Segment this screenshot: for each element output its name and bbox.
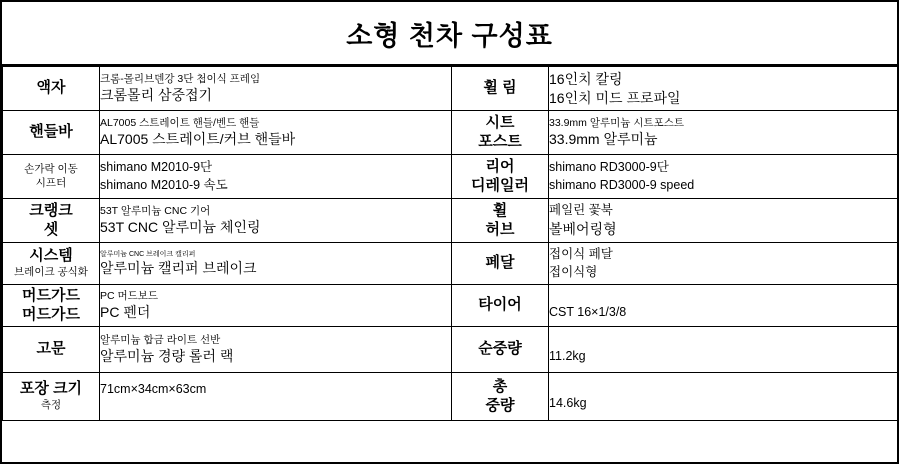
document-title-bar: [2, 2, 897, 66]
row-label-right: [452, 199, 549, 243]
row-label-sub-line: 브레이크 공식화: [14, 266, 88, 279]
row-label-right: [452, 111, 549, 155]
table-row: [3, 155, 899, 199]
row-label-line: 액자: [36, 79, 66, 97]
row-label-left: [3, 155, 100, 199]
row-label-line: 포스트: [478, 132, 522, 150]
row-value-left: [100, 155, 452, 199]
row-label-line: 고문: [36, 340, 66, 358]
spec-value-line: [549, 334, 899, 348]
spec-value-line: 알루미늄 CNC 브레이크 캘리퍼: [100, 250, 196, 258]
row-value-left: [100, 243, 452, 285]
row-label-line: 머드가드: [22, 286, 80, 304]
specification-table-body: [3, 67, 899, 421]
row-value-right: [549, 327, 899, 373]
spec-value-line: 33.9mm 알루미늄: [549, 131, 658, 148]
row-label-line: 타이어: [478, 296, 522, 314]
spec-value-line: AL7005 스트레이트/커브 핸들바: [100, 131, 296, 148]
row-label-line: 디레일러: [471, 176, 529, 194]
page-title: 소형 천차 구성표: [346, 20, 553, 51]
row-label-sub-line: 시프터: [35, 176, 67, 189]
row-label-right: [452, 67, 549, 111]
row-label-left: [3, 285, 100, 327]
spec-value-line: [100, 398, 451, 412]
row-label-right: [452, 243, 549, 285]
spec-value-line: shimano M2010-9단: [100, 160, 213, 174]
row-value-right: [549, 243, 899, 285]
spec-value-line: 접이식형: [549, 264, 598, 279]
row-label-line: 순중량: [478, 340, 522, 358]
spec-value-line: AL7005 스트레이트 핸들/벤드 핸들: [100, 116, 260, 129]
spec-value-line: shimano M2010-9 속도: [100, 177, 228, 192]
spec-value-line: 크롬-몰리브덴강 3단 첩이식 프레임: [100, 72, 261, 85]
row-label-right: [452, 373, 549, 421]
spec-value-line: 16인치 미드 프로파일: [549, 89, 681, 106]
row-value-left: [100, 111, 452, 155]
spec-value-line: 접이식 페달: [549, 247, 613, 261]
row-label-left: [3, 67, 100, 111]
row-value-left: [100, 373, 452, 421]
spec-value-line: 53T 알루미늄 CNC 기어: [100, 204, 211, 217]
table-row: [3, 327, 899, 373]
row-label-line: 시트: [485, 113, 515, 131]
row-value-left: [100, 285, 452, 327]
spec-value-line: 11.2kg: [549, 348, 586, 363]
row-label-line: 핸들바: [29, 123, 73, 141]
spec-value-line: 페일린 꽃북: [549, 203, 613, 218]
row-label-line: 시스템: [29, 247, 73, 265]
table-row: [3, 373, 899, 421]
row-label-sub-line: 측정: [40, 399, 62, 412]
row-value-right: [549, 155, 899, 199]
row-label-left: [3, 373, 100, 421]
spec-value-line: [549, 290, 899, 304]
spec-value-line: 볼베어링형: [549, 220, 617, 237]
row-label-line: 리어: [485, 157, 515, 175]
table-row: [3, 111, 899, 155]
row-value-left: [100, 67, 452, 111]
spec-value-line: 53T CNC 알루미늄 체인링: [100, 219, 261, 236]
table-row: [3, 243, 899, 285]
spec-value-line: 알루미늄 합금 라이트 선반: [100, 333, 221, 346]
row-label-line: 셋: [43, 220, 59, 238]
spec-value-line: 16인치 칼링: [549, 70, 623, 87]
table-row: [3, 199, 899, 243]
row-label-line: 머드가드: [22, 305, 80, 323]
spec-value-line: 33.9mm 알루미늄 시트포스트: [549, 116, 685, 129]
spec-value-line: CST 16×1/3/8: [549, 304, 627, 319]
spec-value-line: shimano RD3000-9단: [549, 160, 669, 174]
specification-table: [2, 66, 899, 421]
row-label-sub-line: 손가락 이동: [24, 162, 78, 175]
spec-value-line: 14.6kg: [549, 395, 587, 410]
row-label-line: 포장 크기: [19, 380, 83, 398]
spec-value-line: PC 펜더: [100, 304, 151, 321]
spec-value-line: 71cm×34cm×63cm: [100, 381, 207, 396]
row-value-left: [100, 199, 452, 243]
row-value-right: [549, 67, 899, 111]
row-value-left: [100, 327, 452, 373]
row-label-right: [452, 327, 549, 373]
spec-value-line: 알루미늄 경량 롤러 랙: [100, 348, 234, 365]
row-value-right: [549, 285, 899, 327]
spec-value-line: 크롬몰리 삼중접기: [100, 87, 213, 104]
row-label-line: 중량: [485, 396, 515, 414]
row-label-right: [452, 285, 549, 327]
row-value-right: [549, 111, 899, 155]
row-label-line: 총: [492, 377, 508, 395]
row-label-line: 휠: [492, 201, 508, 219]
spec-value-line: PC 머드보드: [100, 289, 159, 302]
row-label-right: [452, 155, 549, 199]
row-label-left: [3, 111, 100, 155]
row-label-left: [3, 327, 100, 373]
row-label-left: [3, 199, 100, 243]
row-label-line: 휠 림: [483, 79, 517, 97]
row-value-right: [549, 373, 899, 421]
row-label-line: 페달: [485, 254, 515, 272]
spec-value-line: [549, 381, 899, 395]
row-label-left: [3, 243, 100, 285]
row-label-line: 크랭크: [29, 201, 73, 219]
row-value-right: [549, 199, 899, 243]
table-row: [3, 67, 899, 111]
table-row: [3, 285, 899, 327]
row-label-line: 허브: [485, 220, 515, 238]
spec-value-line: 알루미늄 캘리퍼 브레이크: [100, 259, 257, 276]
spec-value-line: shimano RD3000-9 speed: [549, 177, 695, 192]
